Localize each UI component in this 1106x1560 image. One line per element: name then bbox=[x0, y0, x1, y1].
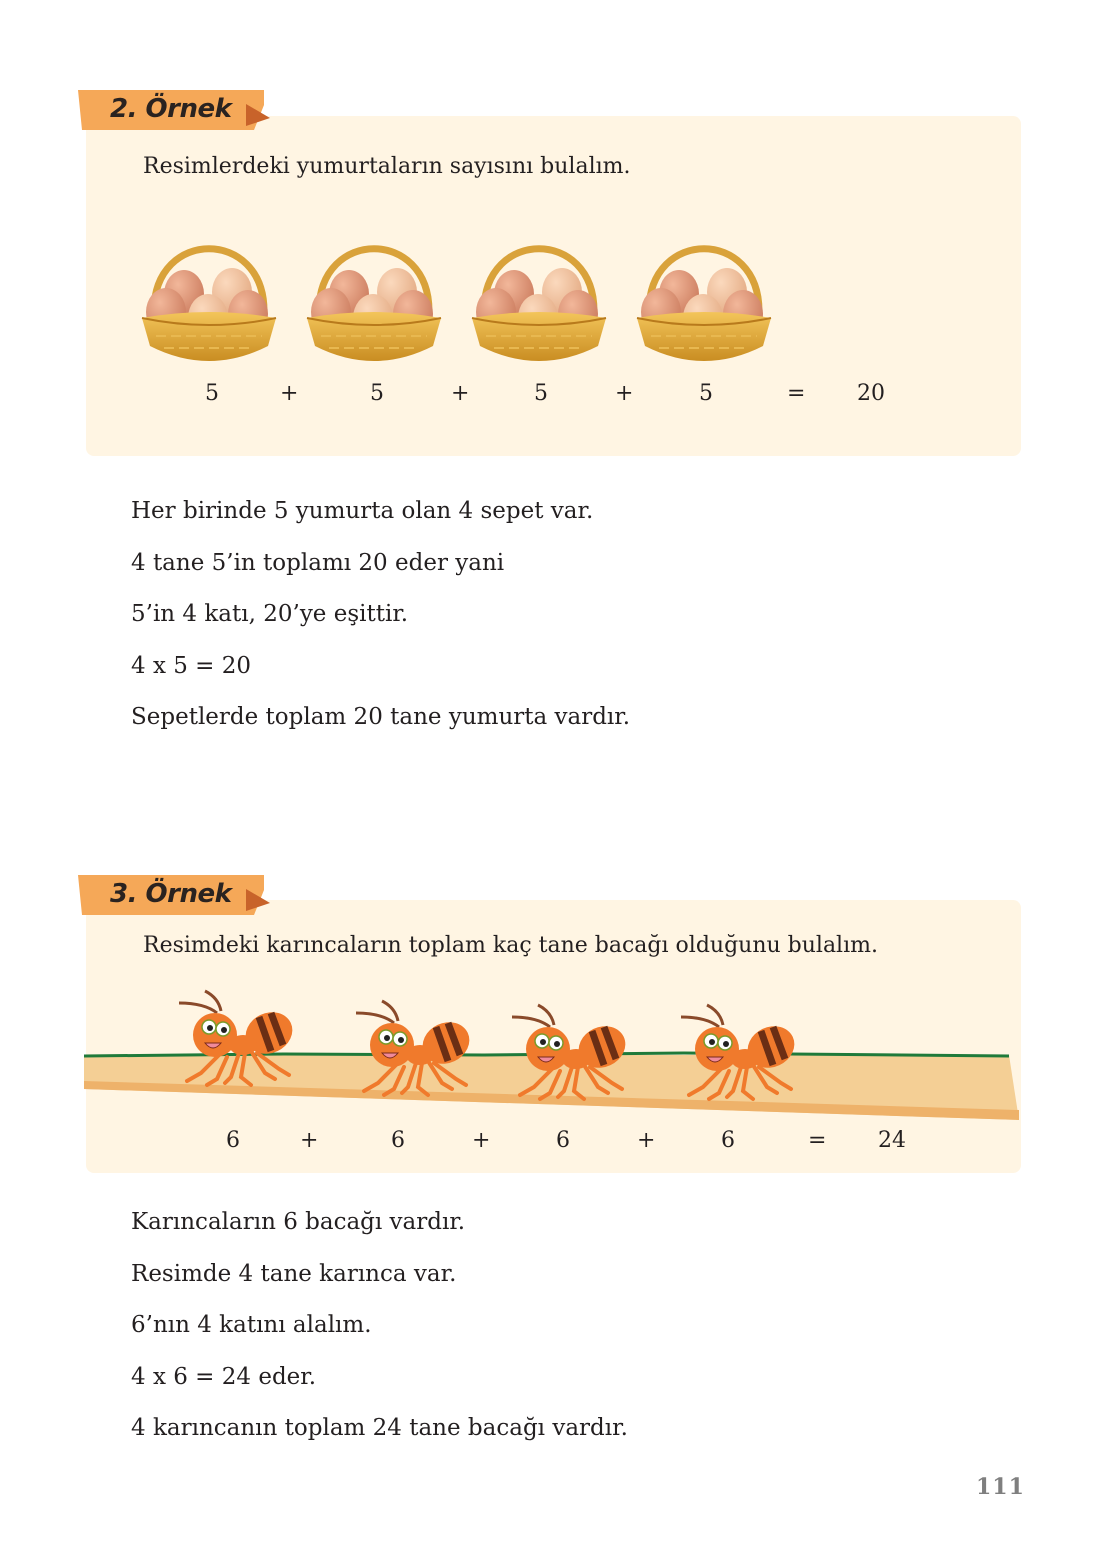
explanation-line: 4 tane 5’in toplamı 20 eder yani bbox=[131, 549, 505, 576]
equation-term: 6 bbox=[391, 1128, 405, 1153]
equation-operator: + bbox=[637, 1128, 656, 1153]
equation-term: 5 bbox=[699, 381, 713, 406]
equation-term: 5 bbox=[205, 381, 219, 406]
egg-basket bbox=[637, 249, 771, 361]
tag-fold bbox=[246, 889, 270, 911]
explanation-line: Resimde 4 tane karınca var. bbox=[131, 1260, 457, 1287]
example-2-title: 2. Örnek bbox=[110, 94, 232, 124]
explanation-line: Sepetlerde toplam 20 tane yumurta vardır. bbox=[131, 704, 631, 730]
tag-fold bbox=[246, 104, 270, 126]
ants-on-ground-image bbox=[84, 985, 1024, 1125]
explanation-line: 5’in 4 katı, 20’ye eşittir. bbox=[131, 601, 409, 627]
equation-term: 6 bbox=[226, 1128, 240, 1153]
equation-term: 6 bbox=[721, 1128, 735, 1153]
explanation-line: 6’nın 4 katını alalım. bbox=[131, 1312, 372, 1338]
explanation-line: Karıncaların 6 bacağı vardır. bbox=[131, 1209, 466, 1235]
equation-operator: + bbox=[280, 381, 299, 406]
egg-basket bbox=[307, 249, 441, 361]
equation-equals: = bbox=[787, 381, 806, 406]
equation-result: 20 bbox=[857, 381, 885, 406]
egg-basket bbox=[472, 249, 606, 361]
explanation-line: Her birinde 5 yumurta olan 4 sepet var. bbox=[131, 498, 594, 524]
explanation-line: 4 karıncanın toplam 24 tane bacağı vardır. bbox=[131, 1415, 628, 1441]
equation-operator: + bbox=[472, 1128, 491, 1153]
equation-operator: + bbox=[615, 381, 634, 406]
example-3-explanation bbox=[131, 1197, 628, 1455]
equation-term: 5 bbox=[370, 381, 384, 406]
equation-term: 5 bbox=[534, 381, 548, 406]
example-2-prompt: Resimlerdeki yumurtaların sayısını bulalım. bbox=[143, 154, 631, 179]
equation-result: 24 bbox=[878, 1128, 906, 1153]
egg-basket-images bbox=[136, 236, 786, 371]
egg-basket bbox=[142, 249, 276, 361]
equation-term: 6 bbox=[556, 1128, 570, 1153]
page-number: 111 bbox=[976, 1474, 1025, 1500]
example-2-tag bbox=[78, 90, 264, 134]
explanation-line: 4 x 6 = 24 eder. bbox=[131, 1363, 317, 1390]
equation-operator: + bbox=[300, 1128, 319, 1153]
equation-equals: = bbox=[808, 1128, 827, 1153]
explanation-line: 4 x 5 = 20 bbox=[131, 652, 252, 679]
equation-operator: + bbox=[451, 381, 470, 406]
example-3-tag bbox=[78, 875, 264, 919]
example-3-title: 3. Örnek bbox=[110, 879, 232, 909]
example-3-prompt: Resimdeki karıncaların toplam kaç tane bacağı olduğunu bulalım. bbox=[143, 933, 878, 958]
example-2-explanation bbox=[131, 486, 630, 744]
